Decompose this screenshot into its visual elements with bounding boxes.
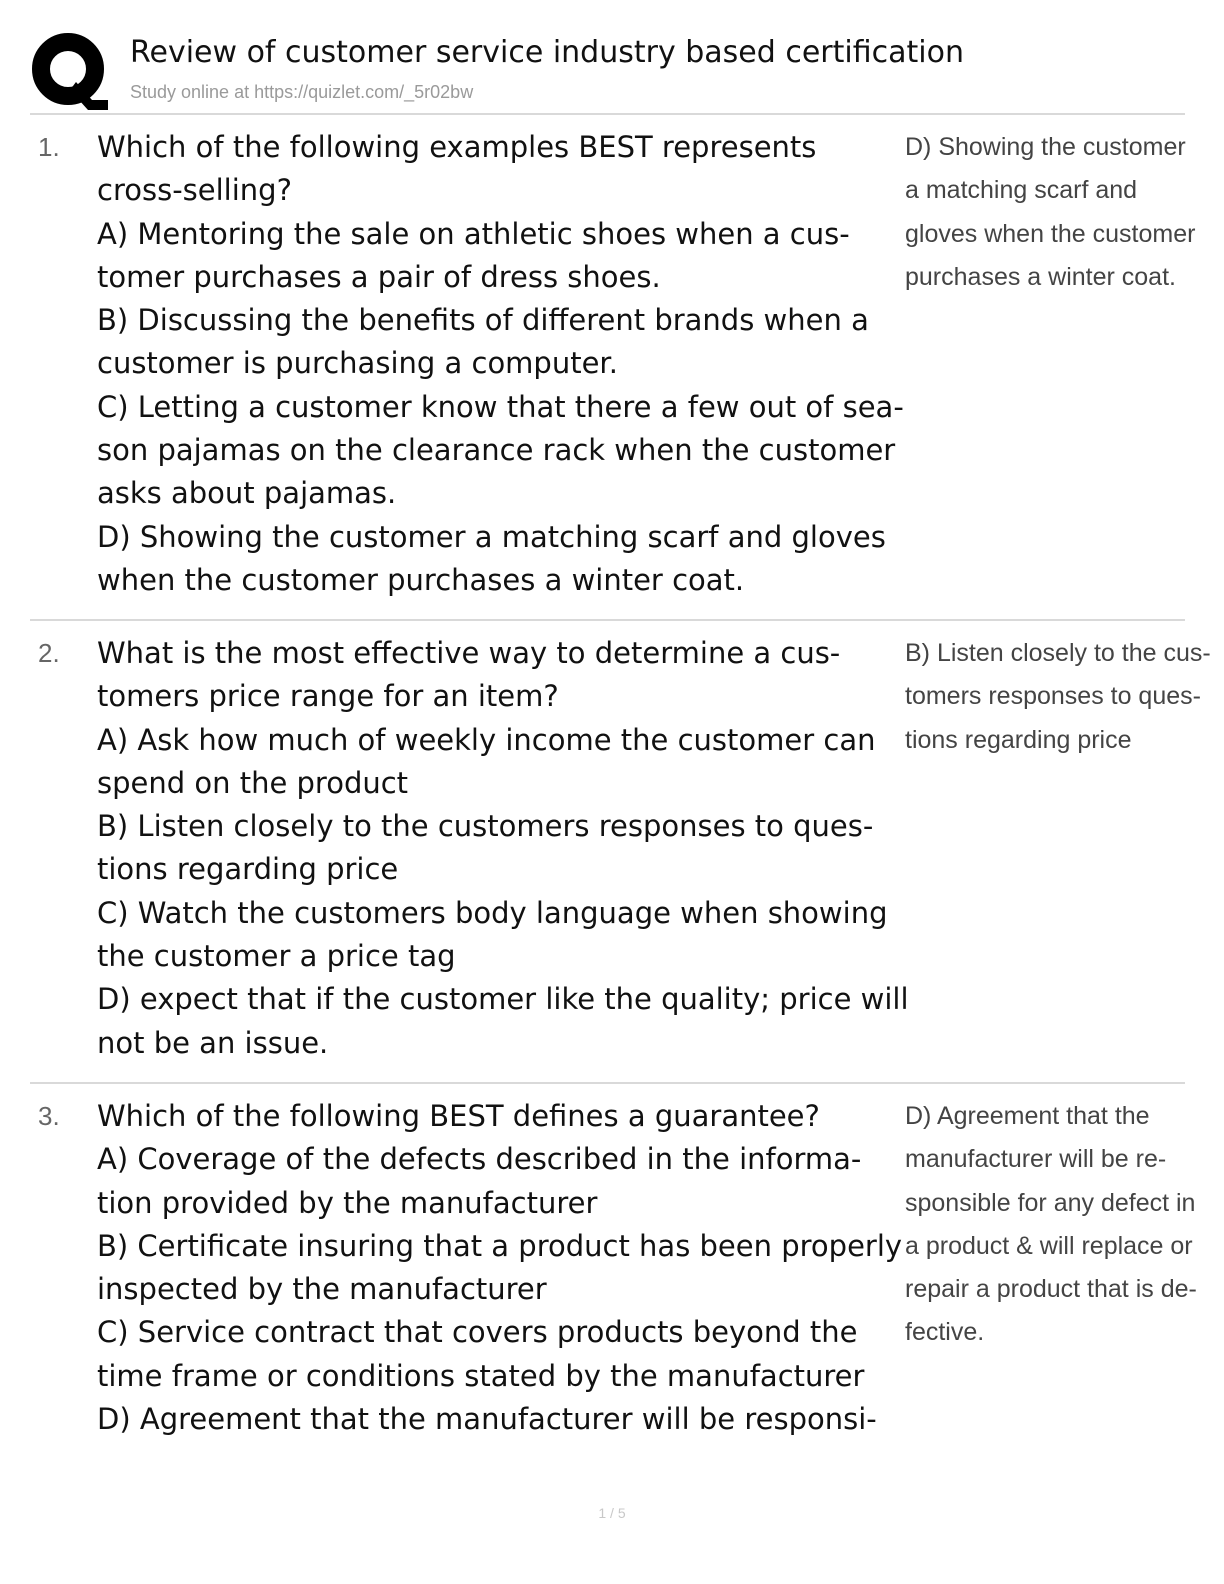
question-line: the customer a price tag [97,939,456,974]
question-line: D) expect that if the customer like the quality; price will [97,982,909,1017]
answer-line: tomers responses to ques- [905,682,1201,711]
question-line: time frame or conditions stated by the manufacturer [97,1358,865,1393]
question-line: tion provided by the manufacturer [97,1185,598,1220]
question-line: inspected by the manufacturer [97,1272,547,1307]
question-line: C) Service contract that covers products beyond the [97,1315,858,1350]
question-line: A) Mentoring the sale on athletic shoes when a cus- [97,216,850,251]
question-line: tomer purchases a pair of dress shoes. [97,259,661,294]
answer-line: D) Showing the customer [905,133,1186,161]
question-number: 3. [38,1101,60,1131]
quizlet-q-logo-icon [30,30,112,112]
answer-line: B) Listen closely to the cus- [905,639,1211,667]
answer-line: manufacturer will be re- [905,1145,1167,1174]
question-line: A) Ask how much of weekly income the customer can [97,722,876,757]
question-line: not be an issue. [97,1025,329,1060]
answer-text [905,126,1196,299]
question-line: A) Coverage of the defects described in the informa- [97,1142,862,1177]
header-divider [30,113,1185,115]
question-line: B) Certificate insuring that a product has been properly [97,1228,903,1263]
answer-text [905,1095,1197,1355]
question-line: D) Agreement that the manufacturer will be responsi- [97,1402,877,1437]
question-line: when the customer purchases a winter coat. [97,562,745,597]
question-line: asks about pajamas. [97,476,397,511]
document-subtitle: Study online at https://quizlet.com/_5r02bw [130,82,474,102]
item-divider [30,1082,1185,1084]
answer-line: gloves when the customer [905,219,1196,248]
answer-line: purchases a winter coat. [905,262,1176,291]
answer-line: repair a product that is de- [905,1275,1197,1304]
item-divider [30,619,1185,621]
question-line: spend on the product [97,765,409,800]
question-line: B) Listen closely to the customers responses to ques- [97,809,874,844]
question-line: son pajamas on the clearance rack when the customer [97,433,896,468]
answer-line: fective. [905,1318,985,1347]
answer-line: D) Agreement that the [905,1102,1150,1130]
document-title: Review of customer service industry based certification [130,35,964,70]
question-line: Which of the following BEST defines a guarantee? [97,1099,820,1133]
question-line: What is the most effective way to determine a cus- [97,636,841,670]
question-line: tomers price range for an item? [97,679,559,714]
question-line: customer is purchasing a computer. [97,346,618,381]
answer-text [905,632,1211,762]
page-number: 1 / 5 [598,1505,626,1521]
question-line: C) Letting a customer know that there a few out of sea- [97,389,904,424]
question-number: 2. [38,638,60,668]
question-text [97,632,909,1065]
question-text [97,1095,903,1441]
question-line: Which of the following examples BEST represents [97,130,817,164]
answer-line: a matching scarf and [905,176,1138,205]
answer-line: tions regarding price [905,725,1132,754]
answer-line: a product & will replace or [905,1231,1193,1260]
question-line: C) Watch the customers body language when showing [97,895,888,930]
answer-line: sponsible for any defect in [905,1188,1196,1217]
question-line: cross-selling? [97,173,292,208]
question-line: tions regarding price [97,852,399,887]
question-line: D) Showing the customer a matching scarf and gloves [97,519,886,554]
question-text [97,126,904,602]
question-line: B) Discussing the benefits of different brands when a [97,303,869,338]
question-number: 1. [38,132,60,162]
